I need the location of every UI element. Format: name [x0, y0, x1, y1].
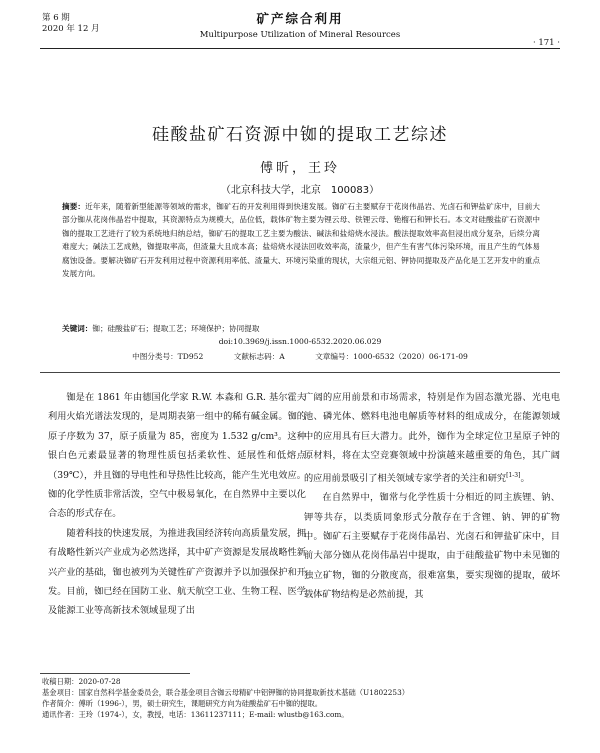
abstract: [62, 200, 540, 280]
doi: doi:10.3969/j.issn.1000-6532.2020.06.029: [218, 337, 382, 346]
body-column-left: [48, 388, 306, 621]
corresponding-author-info: 通讯作者：王玲（1974-），女，教授，电话：13611237111；E-mail: wlustb@163.com。: [42, 710, 349, 719]
footnote-rule: [40, 673, 190, 674]
paper-title: 硅酸盐矿石资源中铷的提取工艺综述: [152, 125, 448, 145]
journal-header: [0, 9, 600, 40]
paragraph: 随着科技的快速发展，为推进我国经济转向高质量发展，拥有战略性新兴产业成为必然选择，其中矿产资源是发展战略性新兴产业的基础，铷也被列为关键性矿产资源并予以加强保护和开发。目前，铷已经在国防工业、航天航空工业、生物工程、医学及能源工业等高新技术领域显现了出: [48, 527, 306, 617]
journal-title-en: Multipurpose Utilization of Mineral Resources: [199, 30, 401, 40]
keywords-text: 铷；硅酸盐矿石；提取工艺；环境保护；协同提取: [92, 324, 260, 333]
footnote: [42, 676, 562, 720]
paragraph: 广阔的应用前景和市场需求，特别是作为固态激光器、光电电池、磷光体、燃料电池电解质等材料的组成成分，在能源领域中的应用具有巨大潜力。此外，铷作为全球定位卫星原子钟的原材料，将在太空竞赛领域中扮演越来越重要的角色，其广阔的应用前景吸引了相关领域专家学者的关注和研究[1-3]。: [304, 392, 560, 484]
journal-title-cn: 矿产综合利用: [256, 11, 344, 26]
citation: [1-3]: [506, 471, 521, 479]
authors: 傅昕，王玲: [259, 161, 340, 176]
document-code: 文献标志码：A: [233, 352, 285, 361]
paragraph: 在自然界中，铷常与化学性质十分相近的同主族锂、钠、钾等共存，以类质同象形式分散存在于含锂、钠、钾的矿物中。铷矿石主要赋存于花岗伟晶岩、光卤石和钾盐矿床中，目前大部分铷从花岗伟晶岩中提取，由于硅酸盐矿物中未见铷的独立矿物，铷的分散度高，很难富集，要实现铷的提取，破坏载体矿物结构是必然前提，其: [304, 492, 560, 601]
paragraph-text: 广阔的应用前景和市场需求，特别是作为固态激光器、光电电池、磷光体、燃料电池电解质等材料的组成成分，在能源领域中的应用具有巨大潜力。此外，铷作为全球定位卫星原子钟的原材料，将在太空竞赛领域中扮演越来越重要的角色，其广阔的应用前景吸引了相关领域专家学者的关注和研究: [304, 392, 560, 484]
clc-number: 中图分类号：TD952: [132, 352, 204, 361]
affiliation: （北京科技大学，北京 100083）: [220, 185, 380, 196]
keywords-label: 关键词：: [62, 324, 93, 333]
abstract-label: 摘要：: [62, 202, 86, 211]
keywords: [62, 323, 540, 334]
header-rule: [40, 48, 560, 49]
page-number: · 171 ·: [532, 38, 560, 48]
first-author-info: 作者简介：傅昕（1996-），男，硕士研究生，课题研究方向为硅酸盐矿石中铷的提取。: [42, 699, 323, 708]
received-date: 收稿日期：2020-07-28: [42, 677, 121, 686]
issue-number: 第 6 期: [42, 13, 70, 23]
paragraph: 铷是在 1861 年由德国化学家 R.W. 本森和 G.R. 基尔霍夫利用火焰光谱法发现的，是周期表第一组中的稀有碱金属。铷的原子序数为 37，原子质量为 85，密度为 1.532 g/cm³。这种银白色元素最显著的物理性质包括柔软性、延展性和低熔点（39℃），并且铷的导电性和导热性比较高，能产生光电效应。铷的化学性质非常活泼，空气中极易氧化，在自然界中主要以化合态的形式存在。: [48, 392, 306, 520]
article-number: 文章编号：1000-6532（2020）06-171-09: [315, 352, 468, 361]
fund-info: 基金项目：国家自然科学基金委员会，联合基金项目含铷云母精矿中铝钾铷的协同提取新技术基础（U1802253）: [42, 688, 410, 697]
section-divider: [40, 372, 560, 373]
issue-date: 2020 年 12 月: [42, 24, 100, 34]
classification-line: [0, 351, 600, 362]
abstract-text: 近年来，随着新型能源等领域的需求，铷矿石的开发利用得到快速发展。铷矿石主要赋存于花岗伟晶岩、光卤石和钾盐矿床中，目前大部分铷从花岗伟晶岩中提取，其资源特点为规模大，品位低，载体矿物主要为锂云母、铁锂云母、铯榴石和钾长石。本文对硅酸盐矿石资源中铷的提取工艺进行了较为系统地归纳总结，铷矿石的提取工艺主要为酸法、碱法和盐焙烧水浸法。酸法提取效率高但浸出成分复杂，后续分离难度大；碱法工艺成熟，铷提取率高，但渣量大且成本高；盐焙烧水浸法回收效率高，渣量少，但产生有害气体污染环境，而且产生的气体易腐蚀设备。要解决铷矿石开发利用过程中资源利用率低、渣量大、环境污染重的现状，大宗组元铝、钾协同提取及产品化是工艺开发中的重点发展方向。: [62, 202, 540, 279]
body-column-right: [304, 388, 560, 605]
